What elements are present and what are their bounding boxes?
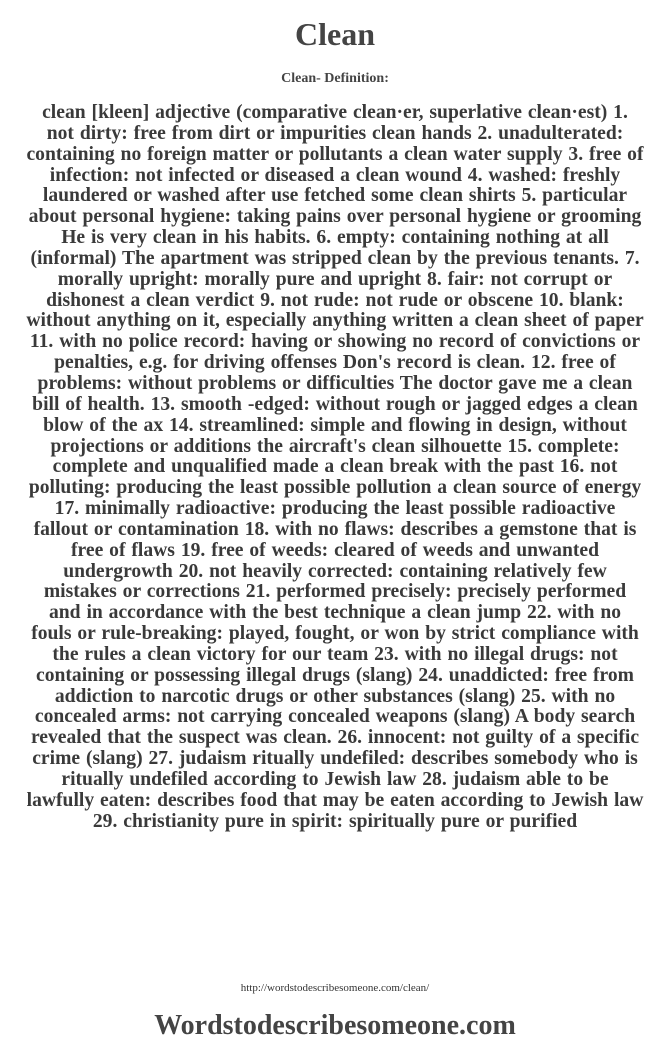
definition-text: clean [kleen] adjective (comparative clean·er, superlative clean·est) 1. not dirty: free from dirt or impurities clean hands 2. unadulterated: containing no foreign matter or pollutants a clean water supply 3. free of infection: not infected or diseased a clean wound 4. washed: freshly laundered or washed after use fetched some clean shirts 5. particular about personal hygiene: taking pains over personal hygiene or grooming He is very clean in his habits. 6. empty: containing nothing at all (informal) The apartment was stripped clean by the previous tenants. 7. morally upright: morally pure and upright 8. fair: not corrupt or dishonest a clean verdict 9. not rude: not rude or obscene 10. blank: without anything on it, especially anything written a clean sheet of paper 11. with no police record: having or showing no record of convictions or penalties, e.g. for driving offenses Don's record is clean. 12. free of problems: without problems or difficulties The doctor gave me a clean bill of health. 13. smooth -edged: without rough or jagged edges a clean blow of the ax 14. streamlined: simple and flowing in design, without projections or additions the aircraft's clean silhouette 15. complete: complete and unqualified made a clean break with the past 16. not polluting: producing the least possible pollution a clean source of energy 17. minimally radioactive: producing the least possible radioactive fallout or contamination 18. with no flaws: describes a gemstone that is free of flaws 19. free of weeds: cleared of weeds and unwanted undergrowth 20. not heavily corrected: containing relatively few mistakes or corrections 21. performed precisely: precisely performed and in accordance with the best technique a clean jump 22. with no fouls or rule-breaking: played, fought, or won by strict compliance with the rules a clean victory for our team 23. with no illegal drugs: not containing or possessing illegal drugs (slang) 24. unaddicted: free from addiction to narcotic drugs or other substances (slang) 25. with no concealed arms: not carrying concealed weapons (slang) A body search revealed that the suspect was clean. 26. innocent: not guilty of a specific crime (slang) 27. judaism ritually undefiled: describes somebody who is ritually undefiled according to Jewish law 28. judaism able to be lawfully eaten: describes food that may be eaten according to Jewish law 29. christianity pure in spirit: spiritually pure or purified [26, 103, 644, 832]
source-url-link[interactable]: http://wordstodescribesomeone.com/clean/ [240, 982, 430, 994]
footer-brand-watermark: Wordstodescribesomeone.com [154, 1010, 516, 1041]
definition-subtitle: Clean- Definition: [281, 71, 389, 86]
page-title: Clean [295, 16, 375, 52]
